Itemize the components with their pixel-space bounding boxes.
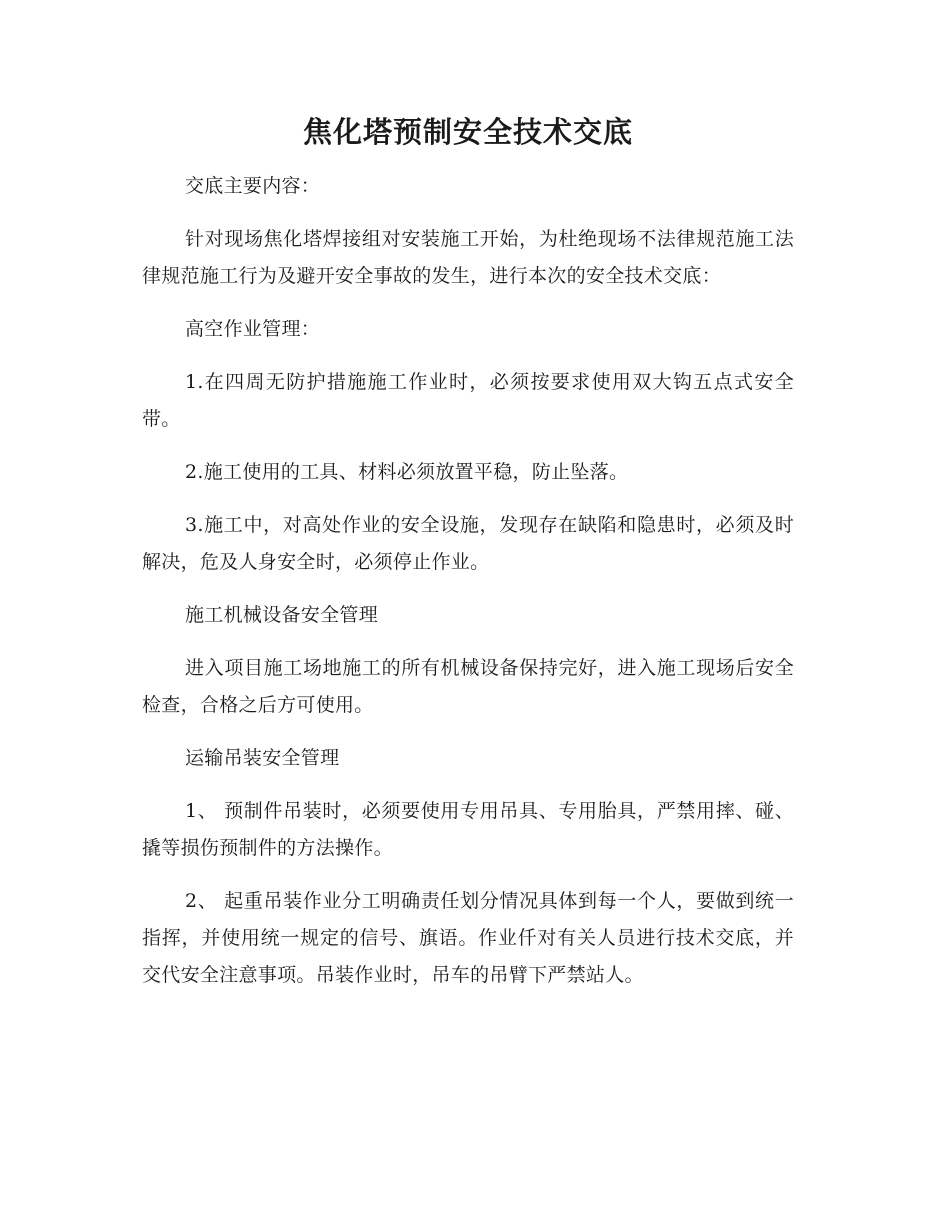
section-heading-machinery: 施工机械设备安全管理 (185, 604, 379, 626)
document-page (142, 108, 794, 1010)
paragraph-item-1: 1.在四周无防护措施施工作业时，必须按要求使用双大钩五点式安全带。 (142, 371, 794, 430)
paragraph-hoisting-1: 1、 预制件吊装时，必须要使用专用吊具、专用胎具，严禁用摔、碰、撬等损伤预制件的方法操作。 (142, 800, 794, 859)
paragraph-machinery: 进入项目施工场地施工的所有机械设备保持完好，进入施工现场后安全检查，合格之后方可使用。 (142, 657, 794, 716)
section-heading-high-altitude: 高空作业管理： (185, 318, 321, 340)
paragraph-item-3: 3.施工中，对高处作业的安全设施，发现存在缺陷和隐患时，必须及时解决，危及人身安全时，必须停止作业。 (142, 514, 794, 573)
paragraph-hoisting-2: 2、 起重吊装作业分工明确责任划分情况具体到每一个人，要做到统一指挥，并使用统一规定的信号、旗语。作业仟对有关人员进行技术交底，并交代安全注意事项。吊装作业时，吊车的吊臂下严禁站人。 (142, 890, 794, 986)
paragraph-intro-heading: 交底主要内容： (185, 175, 321, 197)
section-heading-hoisting: 运输吊装安全管理 (185, 747, 340, 769)
paragraph-purpose: 针对现场焦化塔焊接组对安装施工开始，为杜绝现场不法律规范施工法律规范施工行为及避开安全事故的发生，进行本次的安全技术交底： (142, 228, 794, 287)
document-title: 焦化塔预制安全技术交底 (302, 115, 633, 149)
paragraph-item-2: 2.施工使用的工具、材料必须放置平稳，防止坠落。 (185, 461, 629, 483)
